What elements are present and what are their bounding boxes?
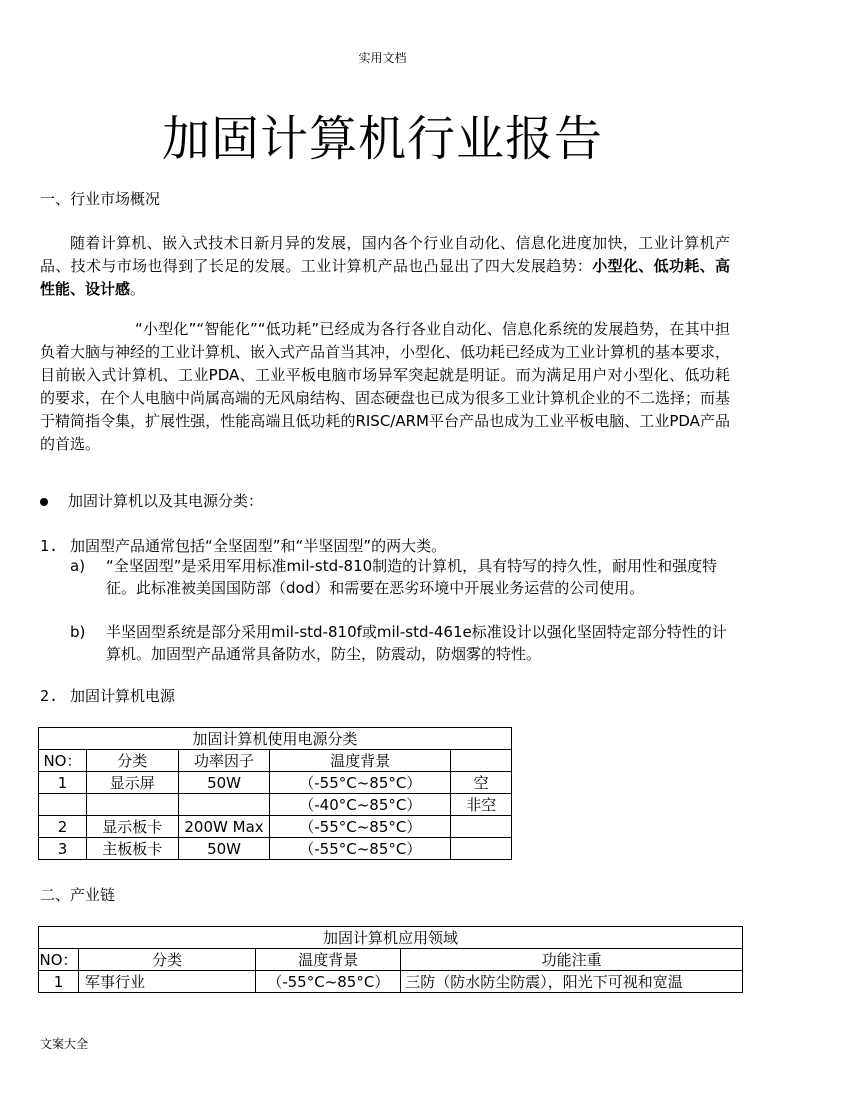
table-cell [39, 794, 87, 816]
page-title: 加固计算机行业报告 [161, 111, 603, 167]
table-row [39, 772, 512, 794]
table-cell: 50W [178, 838, 270, 860]
item-text: 加固计算机电源 [70, 687, 176, 705]
table-header-cell: NO： [39, 949, 79, 971]
item-number: 2. [40, 687, 59, 705]
table-header-cell: 功率因子 [178, 750, 270, 772]
paragraph-intro-end: 。 [130, 280, 146, 298]
table-cell: 1 [39, 772, 87, 794]
table-caption: 加固计算机使用电源分类 [39, 728, 512, 750]
table-cell [86, 794, 178, 816]
sub-item-a [70, 555, 730, 599]
table-cell: （-55°C~85°C） [270, 772, 451, 794]
table-cell: 空 [451, 772, 512, 794]
section-heading-industry-chain: 二、产业链 [40, 886, 116, 904]
item-text: 加固型产品通常包括“全坚固型”和“半坚固型”的两大类。 [70, 537, 447, 555]
table-cell: 非空 [451, 794, 512, 816]
table-cell: 3 [39, 838, 87, 860]
paragraph-intro-text: 随着计算机、嵌入式技术日新月异的发展，国内各个行业自动化、信息化进度加快，工业计算机产品、技术与市场也得到了长足的发展。工业计算机产品也凸显出了四大发展趋势： [40, 234, 730, 275]
paragraph-intro-bold: 小型化、低功耗、高性能、设计感 [40, 257, 730, 298]
bullet-item [40, 490, 263, 511]
power-table [38, 727, 512, 860]
table-header-cell: 功能注重 [401, 949, 743, 971]
table-cell: 1 [39, 971, 79, 993]
sub-item-text: “全坚固型”是采用军用标准mil-std-810制造的计算机，具有特写的持久性，耐用性和强度特征。此标准被美国国防部（dod）和需要在恶劣环境中开展业务运营的公司使用。 [106, 557, 718, 597]
table-header-cell: 温度背景 [256, 949, 401, 971]
table-cell: （-55°C~85°C） [270, 838, 451, 860]
table-header-cell: 分类 [78, 949, 255, 971]
table-cell [451, 838, 512, 860]
table-cell: （-55°C~85°C） [256, 971, 401, 993]
table-cell: 军事行业 [78, 971, 255, 993]
numbered-item-2 [40, 685, 175, 706]
table-cell: （-40°C~85°C） [270, 794, 451, 816]
table-cell: 2 [39, 816, 87, 838]
bullet-text: 加固计算机以及其电源分类： [68, 492, 264, 510]
table-cell: 三防（防水防尘防震），阳光下可视和宽温 [401, 971, 743, 993]
page-footer: 文案大全 [40, 1037, 89, 1051]
application-table [38, 926, 743, 993]
table-header-cell: 分类 [86, 750, 178, 772]
paragraph-intro [40, 232, 730, 301]
table-cell: 主板板卡 [86, 838, 178, 860]
table-cell: 显示屏 [86, 772, 178, 794]
table-row [39, 838, 512, 860]
sub-item-label: a) [70, 557, 86, 575]
table-header-row [39, 750, 512, 772]
numbered-item-1 [40, 535, 446, 556]
table-cell: 显示板卡 [86, 816, 178, 838]
sub-item-label: b) [70, 623, 86, 641]
table-row [39, 794, 512, 816]
sub-item-b [70, 621, 730, 665]
item-number: 1. [40, 537, 59, 555]
table-cell [451, 816, 512, 838]
sub-item-text: 半坚固型系统是部分采用mil-std-810f或mil-std-461e标准设计以强化坚固特定部分特性的计算机。加固型产品通常具备防水，防尘，防震动，防烟雾的特性。 [106, 623, 727, 663]
section-heading-market: 一、行业市场概况 [40, 190, 161, 208]
table-cell [178, 794, 270, 816]
table-cell: 50W [178, 772, 270, 794]
table-header-cell [451, 750, 512, 772]
table-cell: （-55°C~85°C） [270, 816, 451, 838]
table-row [39, 816, 512, 838]
table-header-cell: 温度背景 [270, 750, 451, 772]
page-header: 实用文档 [358, 51, 407, 65]
table-header-cell: NO： [39, 750, 87, 772]
bullet-dot-icon [40, 498, 48, 506]
table-header-row [39, 949, 743, 971]
paragraph-trends: “小型化”“智能化”“低功耗”已经成为各行各业自动化、信息化系统的发展趋势，在其中担负着大脑与神经的工业计算机、嵌入式产品首当其冲，小型化、低功耗已经成为工业计算机的基本要求，目前嵌入式计算机、工业PDA、工业平板电脑市场异军突起就是明证。而为满足用户对小型化、低功耗的要求，在个人电脑中尚属高端的无风扇结构、固态硬盘也已成为很多工业计算机企业的不二选择；而基于精简指令集，扩展性强，性能高端且低功耗的RISC/ARM平台产品也成为工业平板电脑、工业PDA产品的首选。 [40, 320, 731, 453]
table-cell: 200W Max [178, 816, 270, 838]
table-caption: 加固计算机应用领域 [39, 927, 743, 949]
table-row [39, 971, 743, 993]
